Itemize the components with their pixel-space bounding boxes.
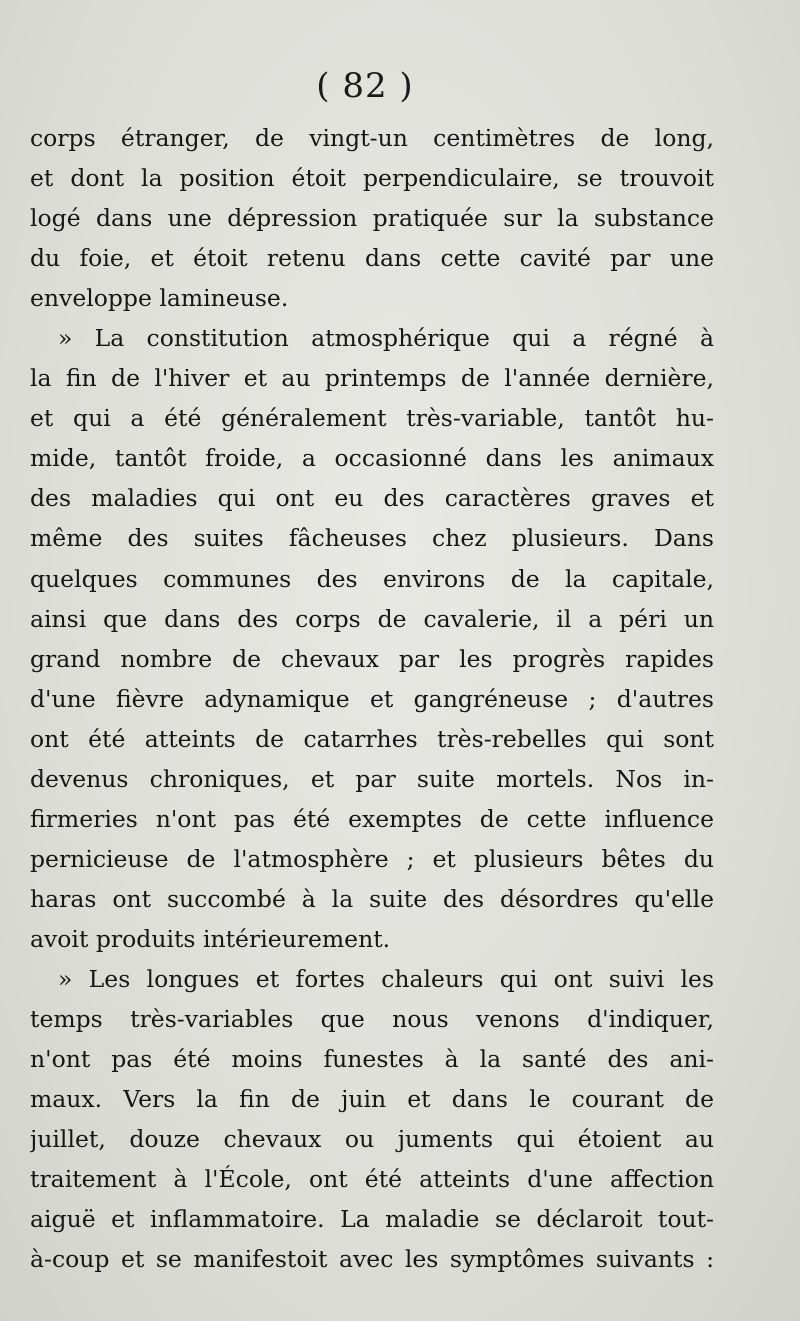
text-line: haras ont succombé à la suite des désordres qu'elle (30, 884, 714, 913)
text-line: » Les longues et fortes chaleurs qui ont suivi les (58, 964, 714, 993)
text-line: pernicieuse de l'atmosphère ; et plusieurs bêtes du (30, 844, 714, 873)
text-line: même des suites fâcheuses chez plusieurs. Dans (30, 524, 714, 553)
text-line: enveloppe lamineuse. (30, 284, 289, 313)
text-line: et dont la position étoit perpendiculaire, se trouvoit (30, 164, 714, 193)
text-line: » La constitution atmosphérique qui a régné à (58, 324, 714, 353)
text-line: traitement à l'École, ont été atteints d'une affection (30, 1165, 714, 1194)
page-number: ( 82 ) (316, 66, 414, 106)
text-line: juillet, douze chevaux ou juments qui étoient au (30, 1125, 714, 1154)
text-line: la fin de l'hiver et au printemps de l'année dernière, (30, 364, 714, 393)
text-line: grand nombre de chevaux par les progrès rapides (30, 644, 714, 673)
body-text (30, 118, 714, 1279)
text-line: aiguë et inflammatoire. La maladie se déclaroit tout- (30, 1205, 714, 1234)
text-line: ainsi que dans des corps de cavalerie, il a péri un (30, 604, 714, 633)
text-line: à-coup et se manifestoit avec les symptômes suivants : (30, 1245, 714, 1274)
text-line: d'une fièvre adynamique et gangréneuse ; d'autres (30, 684, 714, 713)
text-line: du foie, et étoit retenu dans cette cavité par une (30, 244, 714, 273)
text-line: logé dans une dépression pratiquée sur la substance (30, 204, 714, 233)
text-line: n'ont pas été moins funestes à la santé des ani- (30, 1045, 714, 1074)
text-line: mide, tantôt froide, a occasionné dans les animaux (30, 444, 714, 473)
text-line: firmeries n'ont pas été exemptes de cette influence (30, 804, 714, 833)
text-line: et qui a été généralement très-variable, tantôt hu- (30, 404, 714, 433)
text-line: corps étranger, de vingt-un centimètres de long, (30, 124, 714, 152)
text-line: maux. Vers la fin de juin et dans le courant de (30, 1085, 714, 1114)
text-line: des maladies qui ont eu des caractères graves et (30, 484, 714, 513)
text-line: avoit produits intérieurement. (30, 924, 391, 953)
text-line: temps très-variables que nous venons d'indiquer, (30, 1005, 714, 1034)
text-line: ont été atteints de catarrhes très-rebelles qui sont (30, 724, 714, 753)
text-line: devenus chroniques, et par suite mortels. Nos in- (30, 764, 714, 793)
text-line: quelques communes des environs de la capitale, (30, 564, 714, 593)
